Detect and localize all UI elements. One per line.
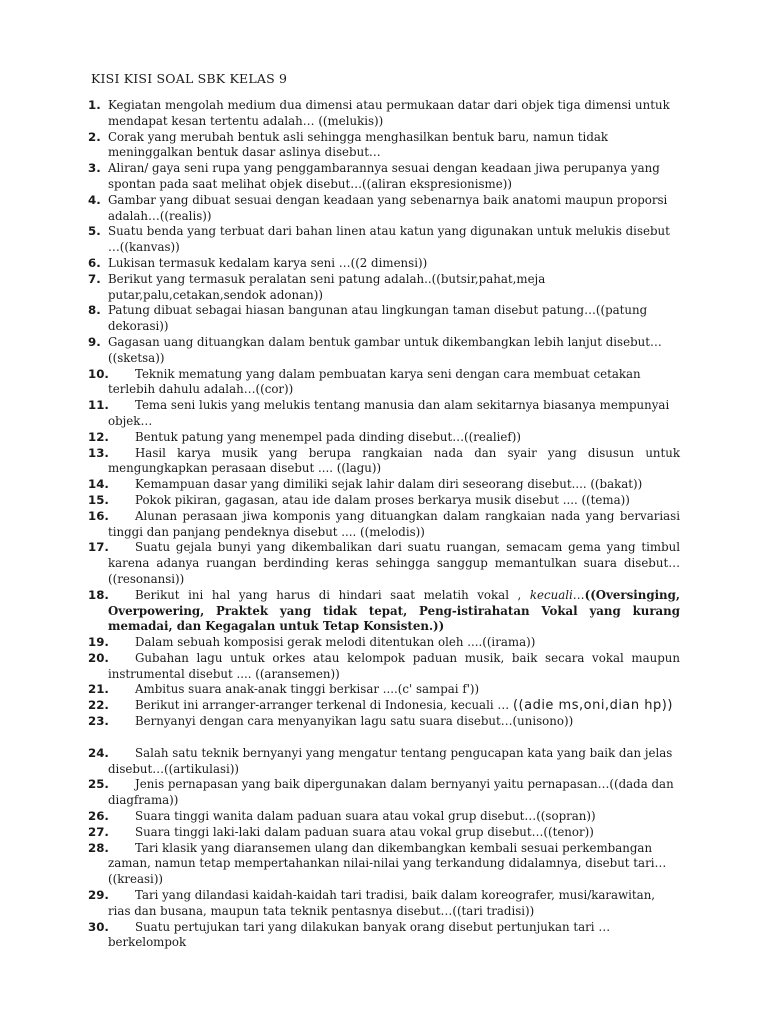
item-number: 17. (88, 540, 109, 555)
item-text: Jenis pernapasan yang baik dipergunakan dalam bernyanyi yaitu pernapasan…((dada dan diagframa)) (108, 777, 674, 808)
question-list (88, 98, 680, 951)
document-title: KISI KISI SOAL SBK KELAS 9 (91, 71, 288, 86)
item-number: 22. (88, 698, 109, 713)
item-number: 23. (88, 714, 109, 729)
item-number: 25. (88, 777, 109, 792)
item-text: Pokok pikiran, gagasan, atau ide dalam proses berkarya musik disebut .... ((tema)) (135, 492, 630, 507)
list-item (88, 256, 680, 272)
item-number: 9. (88, 334, 101, 349)
list-item (88, 651, 680, 683)
item-text: Suatu benda yang terbuat dari bahan linen atau katun yang digunakan untuk melukis disebut …((kanvas)) (108, 224, 670, 255)
item-number: 11. (88, 398, 109, 413)
item-text (108, 698, 680, 714)
list-item (88, 493, 680, 509)
item-text: Tari yang dilandasi kaidah-kaidah tari tradisi, baik dalam koreografer, musi/karawitan, rias dan busana, maupun tata teknik pentasnya disebut…((tari tradisi)) (108, 888, 656, 918)
item-text: Suatu pertujukan tari yang dilakukan banyak orang disebut pertunjukan tari … berkelompok (108, 919, 611, 950)
list-item (88, 477, 680, 493)
item-text: Corak yang merubah bentuk asli sehingga menghasilkan bentuk baru, namun tidak meninggalkan bentuk dasar aslinya disebut… (108, 129, 609, 160)
item-number: 16. (88, 508, 109, 523)
list-item (88, 777, 680, 809)
item-number: 18. (88, 587, 109, 602)
item-text: Tari klasik yang diaransemen ulang dan dikembangkan kembali sesuai perkembangan zaman, namun tetap mempertahankan nilai-nilai yang terkandung didalamnya, disebut tari…((kreasi)) (108, 840, 667, 887)
list-item (88, 224, 680, 256)
list-item (88, 888, 680, 920)
list-item (88, 698, 680, 714)
item-number: 28. (88, 840, 109, 855)
item-number: 3. (88, 161, 101, 176)
item-text: Kemampuan dasar yang dimiliki sejak lahir dalam diri seseorang disebut.... ((bakat)) (135, 477, 643, 492)
item-answer: ((Oversinging, Overpowering, Praktek yang tidak tepat, Peng-istirahatan Vokal yang kurang memadai, dan Kegagalan untuk Tetap Konsisten.)) (108, 587, 680, 634)
item-number: 30. (88, 919, 109, 934)
item-number: 4. (88, 192, 101, 207)
item-number: 27. (88, 824, 109, 839)
list-item (88, 367, 680, 399)
item-number: 21. (88, 682, 109, 697)
item-text: Teknik mematung yang dalam pembuatan karya seni dengan cara membuat cetakan terlebih dahulu adalah…((cor)) (108, 366, 641, 397)
item-text: Gagasan uang dituangkan dalam bentuk gambar untuk dikembangkan lebih lanjut disebut…((sketsa)) (108, 334, 662, 365)
item-number: 15. (88, 492, 109, 507)
list-item (88, 746, 680, 778)
list-item (88, 540, 680, 587)
list-item (88, 335, 680, 367)
item-text: Alunan perasaan jiwa komponis yang dituangkan dalam rangkaian nada yang bervariasi tinggi dan panjang pendeknya disebut .... ((melodis)) (108, 508, 680, 539)
item-number: 13. (88, 445, 109, 460)
item-text: Gambar yang dibuat sesuai dengan keadaan yang sebenarnya baik anatomi maupun proporsi adalah…((realis)) (108, 192, 668, 223)
item-emphasis: kecuali… (529, 587, 585, 602)
item-number: 24. (88, 745, 109, 760)
item-text: Aliran/ gaya seni rupa yang penggambarannya sesuai dengan keadaan jiwa perupanya yang spontan pada saat melihat objek disebut…((aliran ekspresionisme)) (108, 161, 660, 191)
item-question: Berikut ini arranger-arranger terkenal di Indonesia, kecuali … (135, 698, 513, 713)
item-text: Patung dibuat sebagai hiasan bangunan atau lingkungan taman disebut patung…((patung dekorasi)) (108, 303, 648, 334)
item-text: Suara tinggi wanita dalam paduan suara atau vokal grup disebut…((sopran)) (135, 809, 596, 824)
item-number: 5. (88, 224, 101, 239)
item-number: 29. (88, 888, 109, 903)
item-text: Kegiatan mengolah medium dua dimensi atau permukaan datar dari objek tiga dimensi untuk mendapat kesan tertentu adalah… ((melukis)) (108, 98, 670, 128)
item-text: Suatu gejala bunyi yang dikembalikan dari suatu ruangan, semacam gema yang timbul karena adanya ruangan berdinding keras sehingga sanggup memantulkan suara disebut…((resonansi)) (108, 540, 680, 586)
list-item (88, 161, 680, 193)
item-text: Gubahan lagu untuk orkes atau kelompok paduan musik, baik secara vokal maupun instrumental disebut .... ((aransemen)) (108, 650, 680, 681)
list-item (88, 446, 680, 478)
item-text: Dalam sebuah komposisi gerak melodi ditentukan oleh ....((irama)) (135, 635, 536, 650)
list-item (88, 714, 680, 730)
list-item (88, 635, 680, 651)
item-text: Bernyanyi dengan cara menyanyikan lagu satu suara disebut…(unisono)) (135, 714, 574, 729)
list-item (88, 588, 680, 635)
item-text: Berikut yang termasuk peralatan seni patung adalah..((butsir,pahat,meja putar,palu,cetakan,sendok adonan)) (108, 271, 546, 302)
spacer (88, 730, 680, 746)
item-question: Berikut ini hal yang harus di hindari saat melatih vokal , (135, 587, 530, 602)
item-number: 26. (88, 809, 109, 824)
item-number: 20. (88, 650, 109, 665)
item-number: 19. (88, 635, 109, 650)
list-item (88, 430, 680, 446)
list-item (88, 825, 680, 841)
item-number: 10. (88, 366, 109, 381)
item-text: Tema seni lukis yang melukis tentang manusia dan alam sekitarnya biasanya mempunyai objek… (108, 398, 670, 428)
item-text: Ambitus suara anak-anak tinggi berkisar ....(c' sampai f')) (135, 682, 480, 697)
item-number: 1. (88, 98, 101, 112)
list-item (88, 303, 680, 335)
item-number: 6. (88, 255, 101, 270)
item-number: 7. (88, 271, 101, 286)
item-number: 2. (88, 129, 101, 144)
item-text: Suara tinggi laki-laki dalam paduan suara atau vokal grup disebut…((tenor)) (135, 824, 594, 839)
list-item (88, 398, 680, 430)
item-text: Lukisan termasuk kedalam karya seni …((2 dimensi)) (108, 255, 428, 270)
list-item (88, 841, 680, 888)
list-item (88, 509, 680, 541)
item-text (108, 588, 680, 635)
item-text: Salah satu teknik bernyanyi yang mengatur tentang pengucapan kata yang baik dan jelas disebut…((artikulasi)) (108, 745, 673, 776)
item-number: 8. (88, 303, 101, 318)
list-item (88, 809, 680, 825)
item-text: Hasil karya musik yang berupa rangkaian nada dan syair yang disusun untuk mengungkapkan perasaan disebut .... ((lagu)) (108, 445, 680, 476)
item-answer: ((adie ms,oni,dian hp)) (512, 698, 673, 714)
list-item (88, 682, 680, 698)
list-item (88, 130, 680, 162)
list-item (88, 920, 680, 952)
list-item (88, 272, 680, 304)
item-text: Bentuk patung yang menempel pada dinding disebut…((realief)) (135, 429, 521, 444)
list-item (88, 98, 680, 130)
item-number: 14. (88, 477, 109, 492)
list-item (88, 193, 680, 225)
item-number: 12. (88, 429, 109, 444)
